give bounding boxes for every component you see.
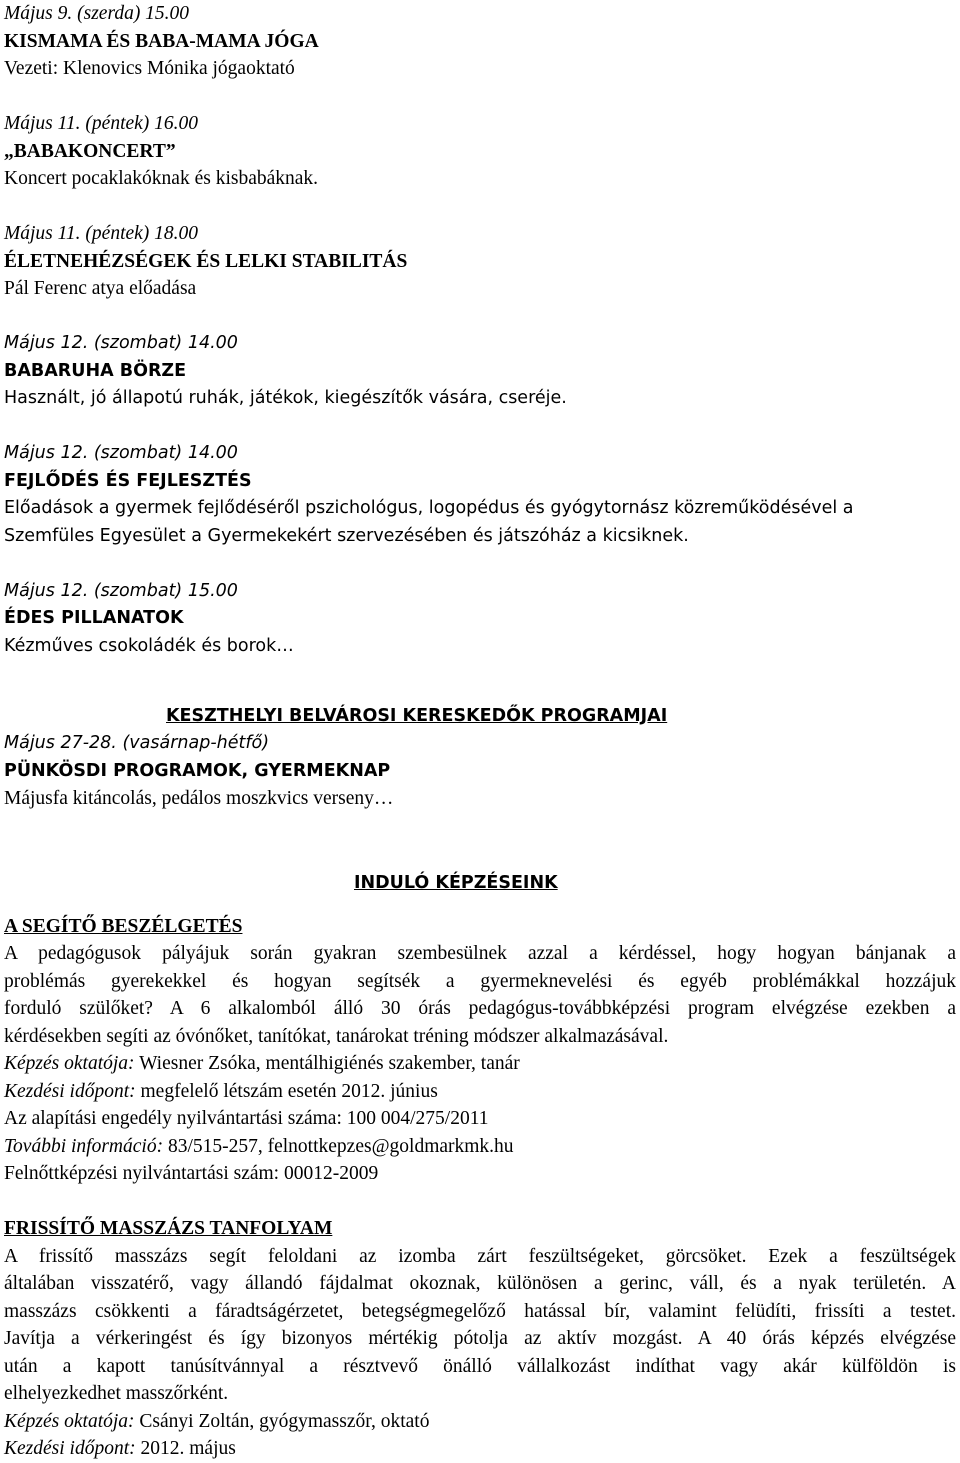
course-text-line: problémás gyerekekkel és hogyan segítsék a gyermeknevelési és egyéb problémákkal hozzájuk bbox=[4, 970, 956, 992]
event-item bbox=[4, 110, 956, 193]
course-text-line: kérdésekben segíti az óvónőket, tanítókat, tanárokat tréning módszer alkalmazásával. bbox=[4, 1025, 669, 1047]
course-item bbox=[4, 1215, 956, 1463]
section-heading: INDULÓ KÉPZÉSEINK bbox=[354, 873, 558, 893]
course-item bbox=[4, 913, 956, 1188]
value: Csányi Zoltán, gyógymasszőr, oktató bbox=[139, 1410, 430, 1432]
event-date-days: Május 27-28. bbox=[4, 733, 117, 753]
event-description: Szemfüles Egyesület a Gyermekekért szervezésében és játszóház a kicsiknek. bbox=[4, 525, 689, 546]
event-description: Kézműves csokoládék és borok… bbox=[4, 635, 294, 656]
course-text-line: forduló szülőket? A 6 alkalomból álló 30 órás pedagógus-továbbképzési program elvégzése ezekben a bbox=[4, 998, 956, 1019]
event-date: Május 12. (szombat) 15.00 bbox=[4, 580, 238, 601]
event-description: Előadások a gyermek fejlődéséről pszichológus, logopédus és gyógytornász közreműködésével a bbox=[4, 498, 854, 518]
event-title: ÉLETNEHÉZSÉGEK ÉS LELKI STABILITÁS bbox=[4, 250, 408, 272]
event-description: Pál Ferenc atya előadása bbox=[4, 278, 197, 299]
event-description: Vezeti: Klenovics Mónika jógaoktató bbox=[4, 58, 295, 79]
merchants-description bbox=[4, 785, 956, 813]
course-text-line: masszázs csökkenti a fáradtságérzetet, betegségmegelőző hatással bír, valamint felüdíti, frissíti a testet. bbox=[4, 1300, 956, 1322]
event-title: BABARUHA BÖRZE bbox=[4, 360, 187, 381]
course-title: A SEGÍTŐ BESZÉLGETÉS bbox=[4, 915, 243, 937]
event-item bbox=[4, 578, 956, 661]
event-description: Koncert pocaklakóknak és kisbabáknak. bbox=[4, 168, 319, 189]
course-text-line: után a kapott tanúsítvánnyal a résztvevő önálló vállalkozást indíthat vagy akár külföldön is bbox=[4, 1355, 956, 1377]
course-instructor bbox=[4, 1408, 956, 1436]
event-title: „BABAKONCERT” bbox=[4, 140, 176, 162]
event-title: ÉDES PILLANATOK bbox=[4, 608, 184, 628]
label: Képzés oktatója: bbox=[4, 1410, 135, 1432]
courses-heading-wrap bbox=[4, 870, 956, 898]
event-title: FEJLŐDÉS ÉS FEJLESZTÉS bbox=[4, 470, 252, 491]
event-title: KISMAMA ÉS BABA-MAMA JÓGA bbox=[4, 30, 319, 52]
event-date: Május 9. (szerda) 15.00 bbox=[4, 3, 190, 24]
course-text-line: általában visszatérő, vagy állandó fájdalmat okoznak, különösen a gerinc, váll, és a nyak területén. A bbox=[4, 1273, 956, 1294]
event-item bbox=[4, 0, 956, 83]
label: Kezdési időpont: bbox=[4, 1080, 136, 1102]
event-item bbox=[4, 440, 956, 550]
value: Wiesner Zsóka, mentálhigiénés szakember, tanár bbox=[139, 1053, 520, 1074]
course-title: FRISSÍTŐ MASSZÁZS TANFOLYAM bbox=[4, 1218, 333, 1239]
course-text-line: Javítja a vérkeringést és így bizonyos mértékig pótolja az aktív mozgást. A 40 órás képzés elvégzése bbox=[4, 1328, 956, 1349]
course-license: Az alapítási engedély nyilvántartási száma: 100 004/275/2011 bbox=[4, 1108, 489, 1129]
event-description: Használt, jó állapotú ruhák, játékok, kiegészítők vására, cseréje. bbox=[4, 388, 567, 408]
event-date: Május 12. (szombat) 14.00 bbox=[4, 443, 238, 463]
course-info bbox=[4, 1133, 956, 1161]
event-date: Május 11. (péntek) 18.00 bbox=[4, 223, 199, 244]
event-date: Május 11. (péntek) 16.00 bbox=[4, 113, 199, 134]
label: Kezdési időpont: bbox=[4, 1438, 136, 1459]
course-instructor bbox=[4, 1050, 956, 1078]
course-text-line: A pedagógusok pályájuk során gyakran szembesülnek azzal a kérdéssel, hogy hogyan bánjanak a bbox=[4, 943, 956, 964]
label: Képzés oktatója: bbox=[4, 1053, 135, 1074]
value: megfelelő létszám esetén 2012. június bbox=[140, 1080, 438, 1102]
value: 2012. május bbox=[140, 1438, 236, 1459]
event-date: Május 12. (szombat) 14.00 bbox=[4, 333, 238, 353]
label: További információ: bbox=[4, 1135, 164, 1157]
value: 83/515-257, felnottkepzes@goldmarkmk.hu bbox=[167, 1135, 514, 1157]
course-text-line: elhelyezkedhet masszőrként. bbox=[4, 1383, 229, 1404]
course-registration: Felnőttképzési nyilvántartási szám: 00012-2009 bbox=[4, 1163, 379, 1184]
course-start bbox=[4, 1435, 956, 1463]
document-page bbox=[4, 0, 956, 1463]
course-text-line: A frissítő masszázs segít feloldani az izomba zárt feszültségeket, görcsöket. Ezek a feszültségek bbox=[4, 1245, 956, 1267]
event-title: PÜNKÖSDI PROGRAMOK, GYERMEKNAP bbox=[4, 760, 391, 781]
event-item bbox=[4, 220, 956, 303]
section-heading: KESZTHELYI BELVÁROSI KERESKEDŐK PROGRAMJAI bbox=[166, 705, 668, 726]
event-item bbox=[4, 330, 956, 413]
course-start bbox=[4, 1078, 956, 1106]
event-date-note: (vasárnap-hétfő) bbox=[122, 733, 270, 753]
event-description: Májusfa kitáncolás, pedálos moszkvics verseny… bbox=[4, 788, 394, 809]
event-date bbox=[4, 730, 956, 758]
merchants-section bbox=[4, 703, 956, 786]
